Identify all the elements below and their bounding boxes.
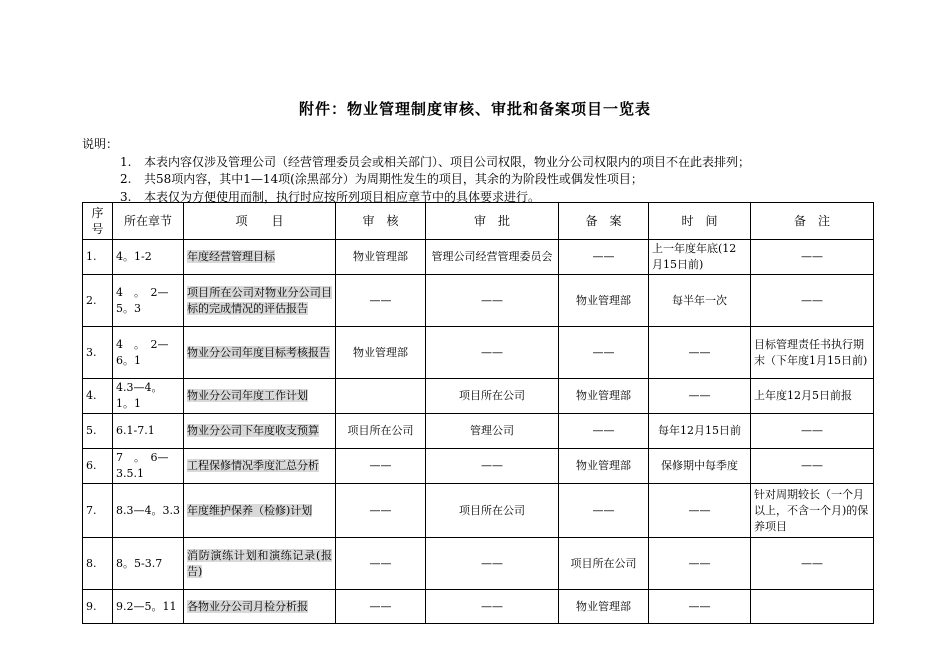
cell-item xyxy=(184,327,336,379)
cell-approve: —— xyxy=(426,449,559,484)
header-item: 项 目 xyxy=(184,203,336,240)
cell-file: 物业管理部 xyxy=(559,449,649,484)
cell-file: —— xyxy=(559,327,649,379)
note-text: 本表仅为方便使用而制，执行时应按所列项目相应章节中的具体要求进行。 xyxy=(144,189,541,204)
table-row xyxy=(83,327,874,379)
cell-item xyxy=(184,379,336,414)
cell-time: 上一年度年底(12月15日前) xyxy=(649,240,751,275)
notes-section xyxy=(82,136,750,206)
cell-remark: 上年度12月5日前报 xyxy=(751,379,874,414)
header-approve: 审 批 xyxy=(426,203,559,240)
header-time: 时 间 xyxy=(649,203,751,240)
document-title: 附件：物业管理制度审核、审批和备案项目一览表 xyxy=(298,100,651,118)
cell-time: —— xyxy=(649,379,751,414)
cell-remark: —— xyxy=(751,240,874,275)
cell-remark xyxy=(751,590,874,624)
cell-chapter: 8。5-3.7 xyxy=(113,538,184,590)
header-chapter: 所在章节 xyxy=(113,203,184,240)
cell-file: —— xyxy=(559,240,649,275)
cell-remark: —— xyxy=(751,414,874,449)
cell-approve: 管理公司经营管理委员会 xyxy=(426,240,559,275)
table-row xyxy=(83,379,874,414)
cell-approve: —— xyxy=(426,538,559,590)
table-row xyxy=(83,414,874,449)
table-header-row xyxy=(83,203,874,240)
cell-no: 4. xyxy=(83,379,113,414)
cell-review: 物业管理部 xyxy=(336,327,426,379)
cell-item xyxy=(184,240,336,275)
header-remark: 备 注 xyxy=(751,203,874,240)
cell-remark: 目标管理责任书执行期末（下年度1月15日前) xyxy=(751,327,874,379)
cell-review: 物业管理部 xyxy=(336,240,426,275)
cell-remark: —— xyxy=(751,449,874,484)
cell-remark: —— xyxy=(751,275,874,327)
item-text: 物业分公司年度目标考核报告 xyxy=(187,345,330,359)
cell-file: —— xyxy=(559,414,649,449)
cell-approve: 管理公司 xyxy=(426,414,559,449)
cell-file: 物业管理部 xyxy=(559,379,649,414)
table-row xyxy=(83,538,874,590)
cell-time: 保修期中每季度 xyxy=(649,449,751,484)
table-row xyxy=(83,240,874,275)
cell-chapter: 9.2—5。11 xyxy=(113,590,184,624)
cell-approve: 项目所在公司 xyxy=(426,379,559,414)
note-number: 3. xyxy=(120,189,132,204)
cell-file: 项目所在公司 xyxy=(559,538,649,590)
note-item xyxy=(120,171,750,189)
note-number: 1. xyxy=(120,154,132,169)
cell-chapter: 8.3—4。3.3 xyxy=(113,484,184,538)
note-text: 本表内容仅涉及管理公司（经营管理委员会或相关部门）、项目公司权限，物业分公司权限内的项目不在此表排列； xyxy=(144,154,751,169)
cell-chapter: 4 。 2—5。3 xyxy=(113,275,184,327)
cell-chapter: 4 。 2—6。1 xyxy=(113,327,184,379)
cell-remark: 针对周期较长（一个月以上，不含一个月)的保养项目 xyxy=(751,484,874,538)
item-text: 年度维护保养（检修)计划 xyxy=(187,503,313,517)
cell-approve: 项目所在公司 xyxy=(426,484,559,538)
cell-time: —— xyxy=(649,590,751,624)
header-file: 备 案 xyxy=(559,203,649,240)
cell-no: 7. xyxy=(83,484,113,538)
item-text: 工程保修情况季度汇总分析 xyxy=(187,459,319,472)
cell-review: —— xyxy=(336,449,426,484)
cell-file: 物业管理部 xyxy=(559,275,649,327)
note-number: 2. xyxy=(120,172,132,186)
item-text: 各物业分公司月检分析报 xyxy=(187,599,308,613)
cell-chapter: 4。1-2 xyxy=(113,240,184,275)
table-row xyxy=(83,590,874,624)
cell-time: 每年12月15日前 xyxy=(649,414,751,449)
cell-time: —— xyxy=(649,484,751,538)
cell-item xyxy=(184,590,336,624)
cell-review xyxy=(336,379,426,414)
cell-chapter: 6.1-7.1 xyxy=(113,414,184,449)
header-no: 序号 xyxy=(83,203,113,240)
cell-no: 5. xyxy=(83,414,113,449)
cell-review: —— xyxy=(336,538,426,590)
cell-item xyxy=(184,275,336,327)
cell-time: —— xyxy=(649,538,751,590)
cell-approve: —— xyxy=(426,275,559,327)
cell-review: 项目所在公司 xyxy=(336,414,426,449)
note-item xyxy=(120,154,750,172)
cell-review: —— xyxy=(336,590,426,624)
cell-file: —— xyxy=(559,484,649,538)
cell-approve: —— xyxy=(426,327,559,379)
table-row xyxy=(83,449,874,484)
cell-review: —— xyxy=(336,275,426,327)
cell-review: —— xyxy=(336,484,426,538)
table-row xyxy=(83,275,874,327)
item-text: 物业分公司下年度收支预算 xyxy=(187,424,319,437)
cell-no: 1. xyxy=(83,240,113,275)
table-body xyxy=(83,240,874,624)
item-text: 消防演练计划和演练记录(报告) xyxy=(187,548,332,578)
item-text: 年度经营管理目标 xyxy=(187,250,275,263)
cell-time: —— xyxy=(649,327,751,379)
cell-chapter: 4.3—4。1。1 xyxy=(113,379,184,414)
table-row xyxy=(83,484,874,538)
cell-item xyxy=(184,538,336,590)
cell-item xyxy=(184,484,336,538)
cell-no: 2. xyxy=(83,275,113,327)
cell-approve: —— xyxy=(426,590,559,624)
note-text: 共58项内容，其中1—14项(涂黑部分）为周期性发生的项目，其余的为阶段性或偶发性项目； xyxy=(144,172,643,186)
cell-item xyxy=(184,449,336,484)
header-review: 审 核 xyxy=(336,203,426,240)
cell-no: 6. xyxy=(83,449,113,484)
cell-file: 物业管理部 xyxy=(559,590,649,624)
cell-no: 8. xyxy=(83,538,113,590)
item-text: 项目所在公司对物业分公司目标的完成情况的评估报告 xyxy=(187,285,332,315)
cell-chapter: 7 。 6—3.5.1 xyxy=(113,449,184,484)
cell-time: 每半年一次 xyxy=(649,275,751,327)
notes-label: 说明： xyxy=(82,137,119,151)
cell-item xyxy=(184,414,336,449)
notes-list xyxy=(82,154,750,207)
approval-table xyxy=(82,202,874,624)
cell-no: 9. xyxy=(83,590,113,624)
cell-remark: —— xyxy=(751,538,874,590)
item-text: 物业分公司年度工作计划 xyxy=(187,389,308,402)
cell-no: 3. xyxy=(83,327,113,379)
